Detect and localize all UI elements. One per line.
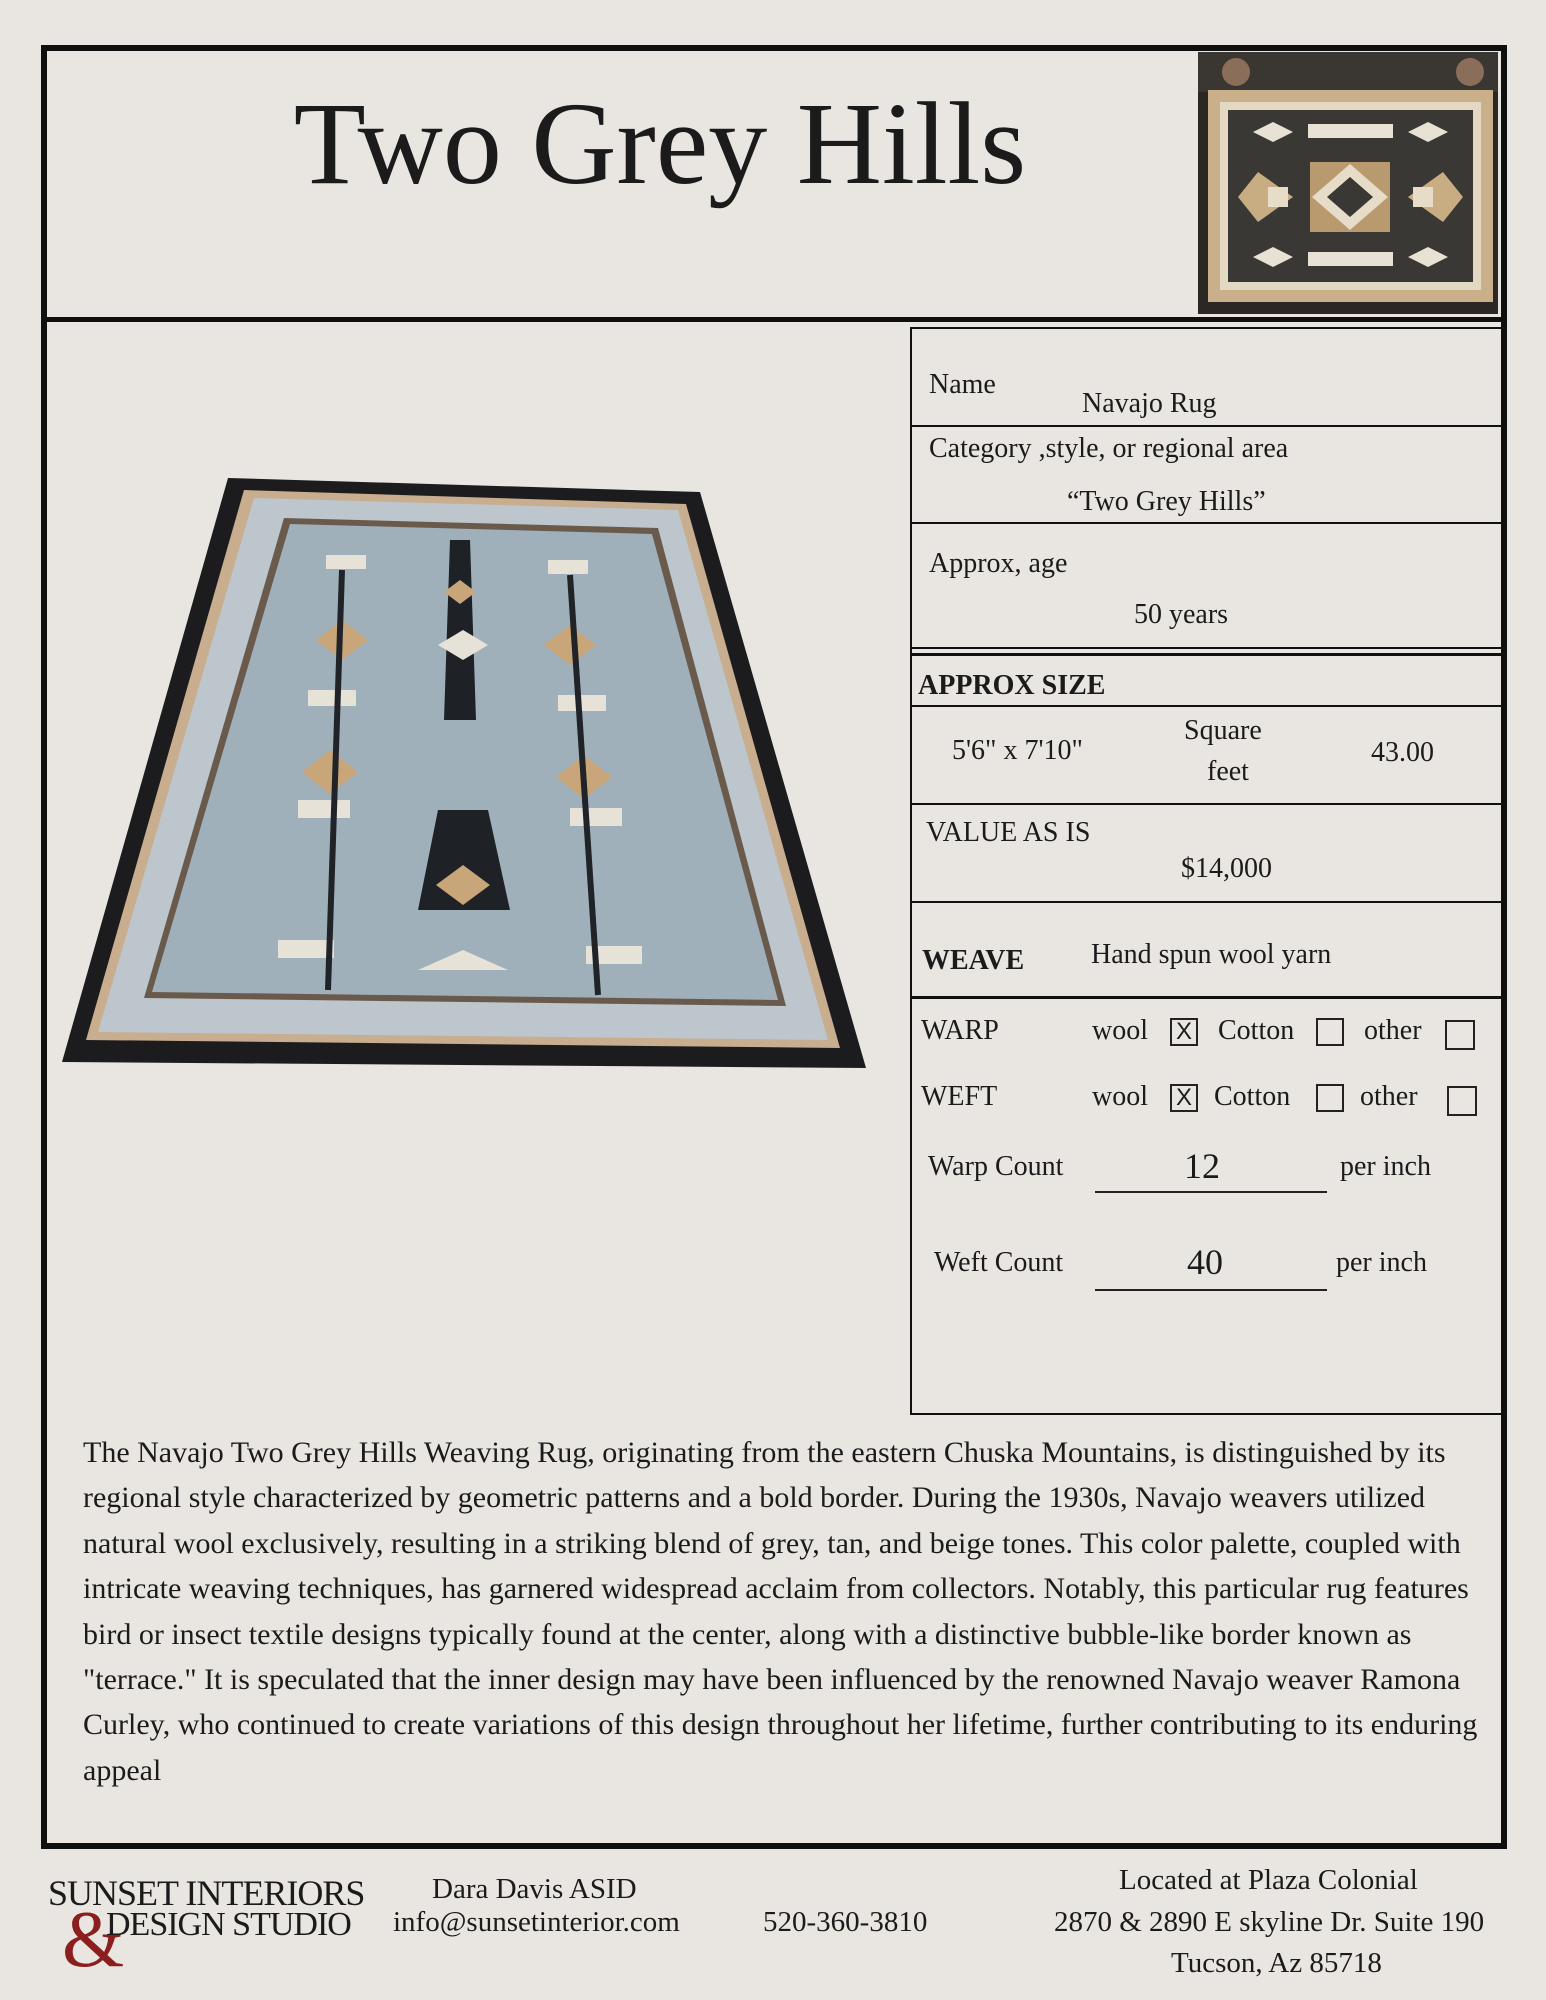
contact-email[interactable]: info@sunsetinterior.com (393, 1906, 680, 1938)
location-line2: 2870 & 2890 E skyline Dr. Suite 190 (1054, 1906, 1485, 1938)
warp-count-unit: per inch (1340, 1151, 1431, 1182)
spec-row-category (912, 427, 1505, 524)
spec-row-size-header (912, 653, 1505, 707)
logo-line1: SUNSET INTERIORS (48, 1873, 365, 1913)
weft-count-value[interactable]: 40 (1187, 1242, 1223, 1282)
category-value: “Two Grey Hills” (1067, 486, 1266, 517)
size-area: 43.00 (1371, 737, 1434, 768)
contact-phone[interactable]: 520-360-3810 (763, 1906, 928, 1938)
page-title: Two Grey Hills (293, 78, 1027, 209)
weft-cotton-checkbox[interactable] (1316, 1084, 1344, 1112)
weft-cotton-label: Cotton (1214, 1081, 1291, 1112)
warp-count-label: Warp Count (928, 1151, 1064, 1182)
rug-description: The Navajo Two Grey Hills Weaving Rug, originating from the eastern Chuska Mountains, is distinguished by its regional style characterized by geometric patterns and a bold border. During the 1930s, Navajo weavers utilized natural wool exclusively, resulting in a striking blend of grey, tan, and beige tones. This color palette, coupled with intricate weaving techniques, has garnered widespread acclaim from collectors. Notably, this particular rug features bird or insect textile designs typically found at the center, along with a distinctive bubble-like border known as "terrace." It is speculated that the inner design may have been influenced by the renowned Navajo weaver Ramona Curley, who continued to create variations of this design throughout her lifetime, further contributing to its enduring appeal (83, 1436, 1478, 1787)
header-divider (41, 317, 1507, 322)
spec-row-name (912, 327, 1505, 427)
spec-row-weave (912, 903, 1505, 999)
name-label: Name (929, 369, 996, 400)
weave-label: WEAVE (922, 945, 1025, 976)
weft-wool-label: wool (1092, 1081, 1148, 1112)
rug-thumbnail-photo (1198, 52, 1498, 314)
age-label: Approx, age (929, 548, 1068, 579)
warp-other-label: other (1364, 1015, 1422, 1046)
warp-count-underline (1095, 1191, 1327, 1193)
warp-wool-checkbox[interactable]: X (1170, 1018, 1198, 1046)
rug-main-photo (58, 470, 870, 1070)
contact-name: Dara Davis ASID (432, 1873, 637, 1905)
location-line1: Located at Plaza Colonial (1119, 1864, 1418, 1896)
description-divider (41, 1843, 1507, 1849)
studio-logo (48, 1872, 368, 1982)
spec-row-age (912, 524, 1505, 649)
weft-wool-checkbox[interactable]: X (1170, 1084, 1198, 1112)
weft-label: WEFT (921, 1081, 998, 1112)
spec-table (910, 327, 1507, 1415)
size-unit-line2: feet (1207, 756, 1249, 787)
warp-wool-label: wool (1092, 1015, 1148, 1046)
weft-count-unit: per inch (1336, 1247, 1427, 1278)
warp-other-checkbox[interactable] (1445, 1020, 1475, 1050)
size-header: APPROX SIZE (918, 670, 1106, 701)
warp-cotton-label: Cotton (1218, 1015, 1295, 1046)
name-value: Navajo Rug (1082, 388, 1217, 419)
age-value: 50 years (1134, 599, 1229, 630)
value-amount: $14,000 (1181, 853, 1272, 884)
warp-count-value[interactable]: 12 (1184, 1146, 1220, 1186)
warp-cotton-checkbox[interactable] (1316, 1018, 1344, 1046)
value-label: VALUE AS IS (926, 817, 1091, 848)
category-label: Category ,style, or regional area (929, 433, 1289, 464)
spec-row-value (912, 805, 1505, 903)
spec-row-size (912, 707, 1505, 805)
spec-table-bottom (910, 1413, 1505, 1415)
size-unit-line1: Square (1184, 715, 1262, 746)
weft-other-label: other (1360, 1081, 1418, 1112)
weft-count-underline (1095, 1289, 1327, 1291)
weft-count-label: Weft Count (934, 1247, 1064, 1278)
size-dims: 5'6" x 7'10" (952, 735, 1083, 766)
weave-value: Hand spun wool yarn (1091, 939, 1332, 970)
logo-ampersand: & (62, 1896, 125, 1984)
logo-line2: DESIGN STUDIO (106, 1906, 351, 1943)
warp-label: WARP (921, 1015, 999, 1046)
weft-other-checkbox[interactable] (1447, 1086, 1477, 1116)
location-line3: Tucson, Az 85718 (1171, 1947, 1382, 1979)
